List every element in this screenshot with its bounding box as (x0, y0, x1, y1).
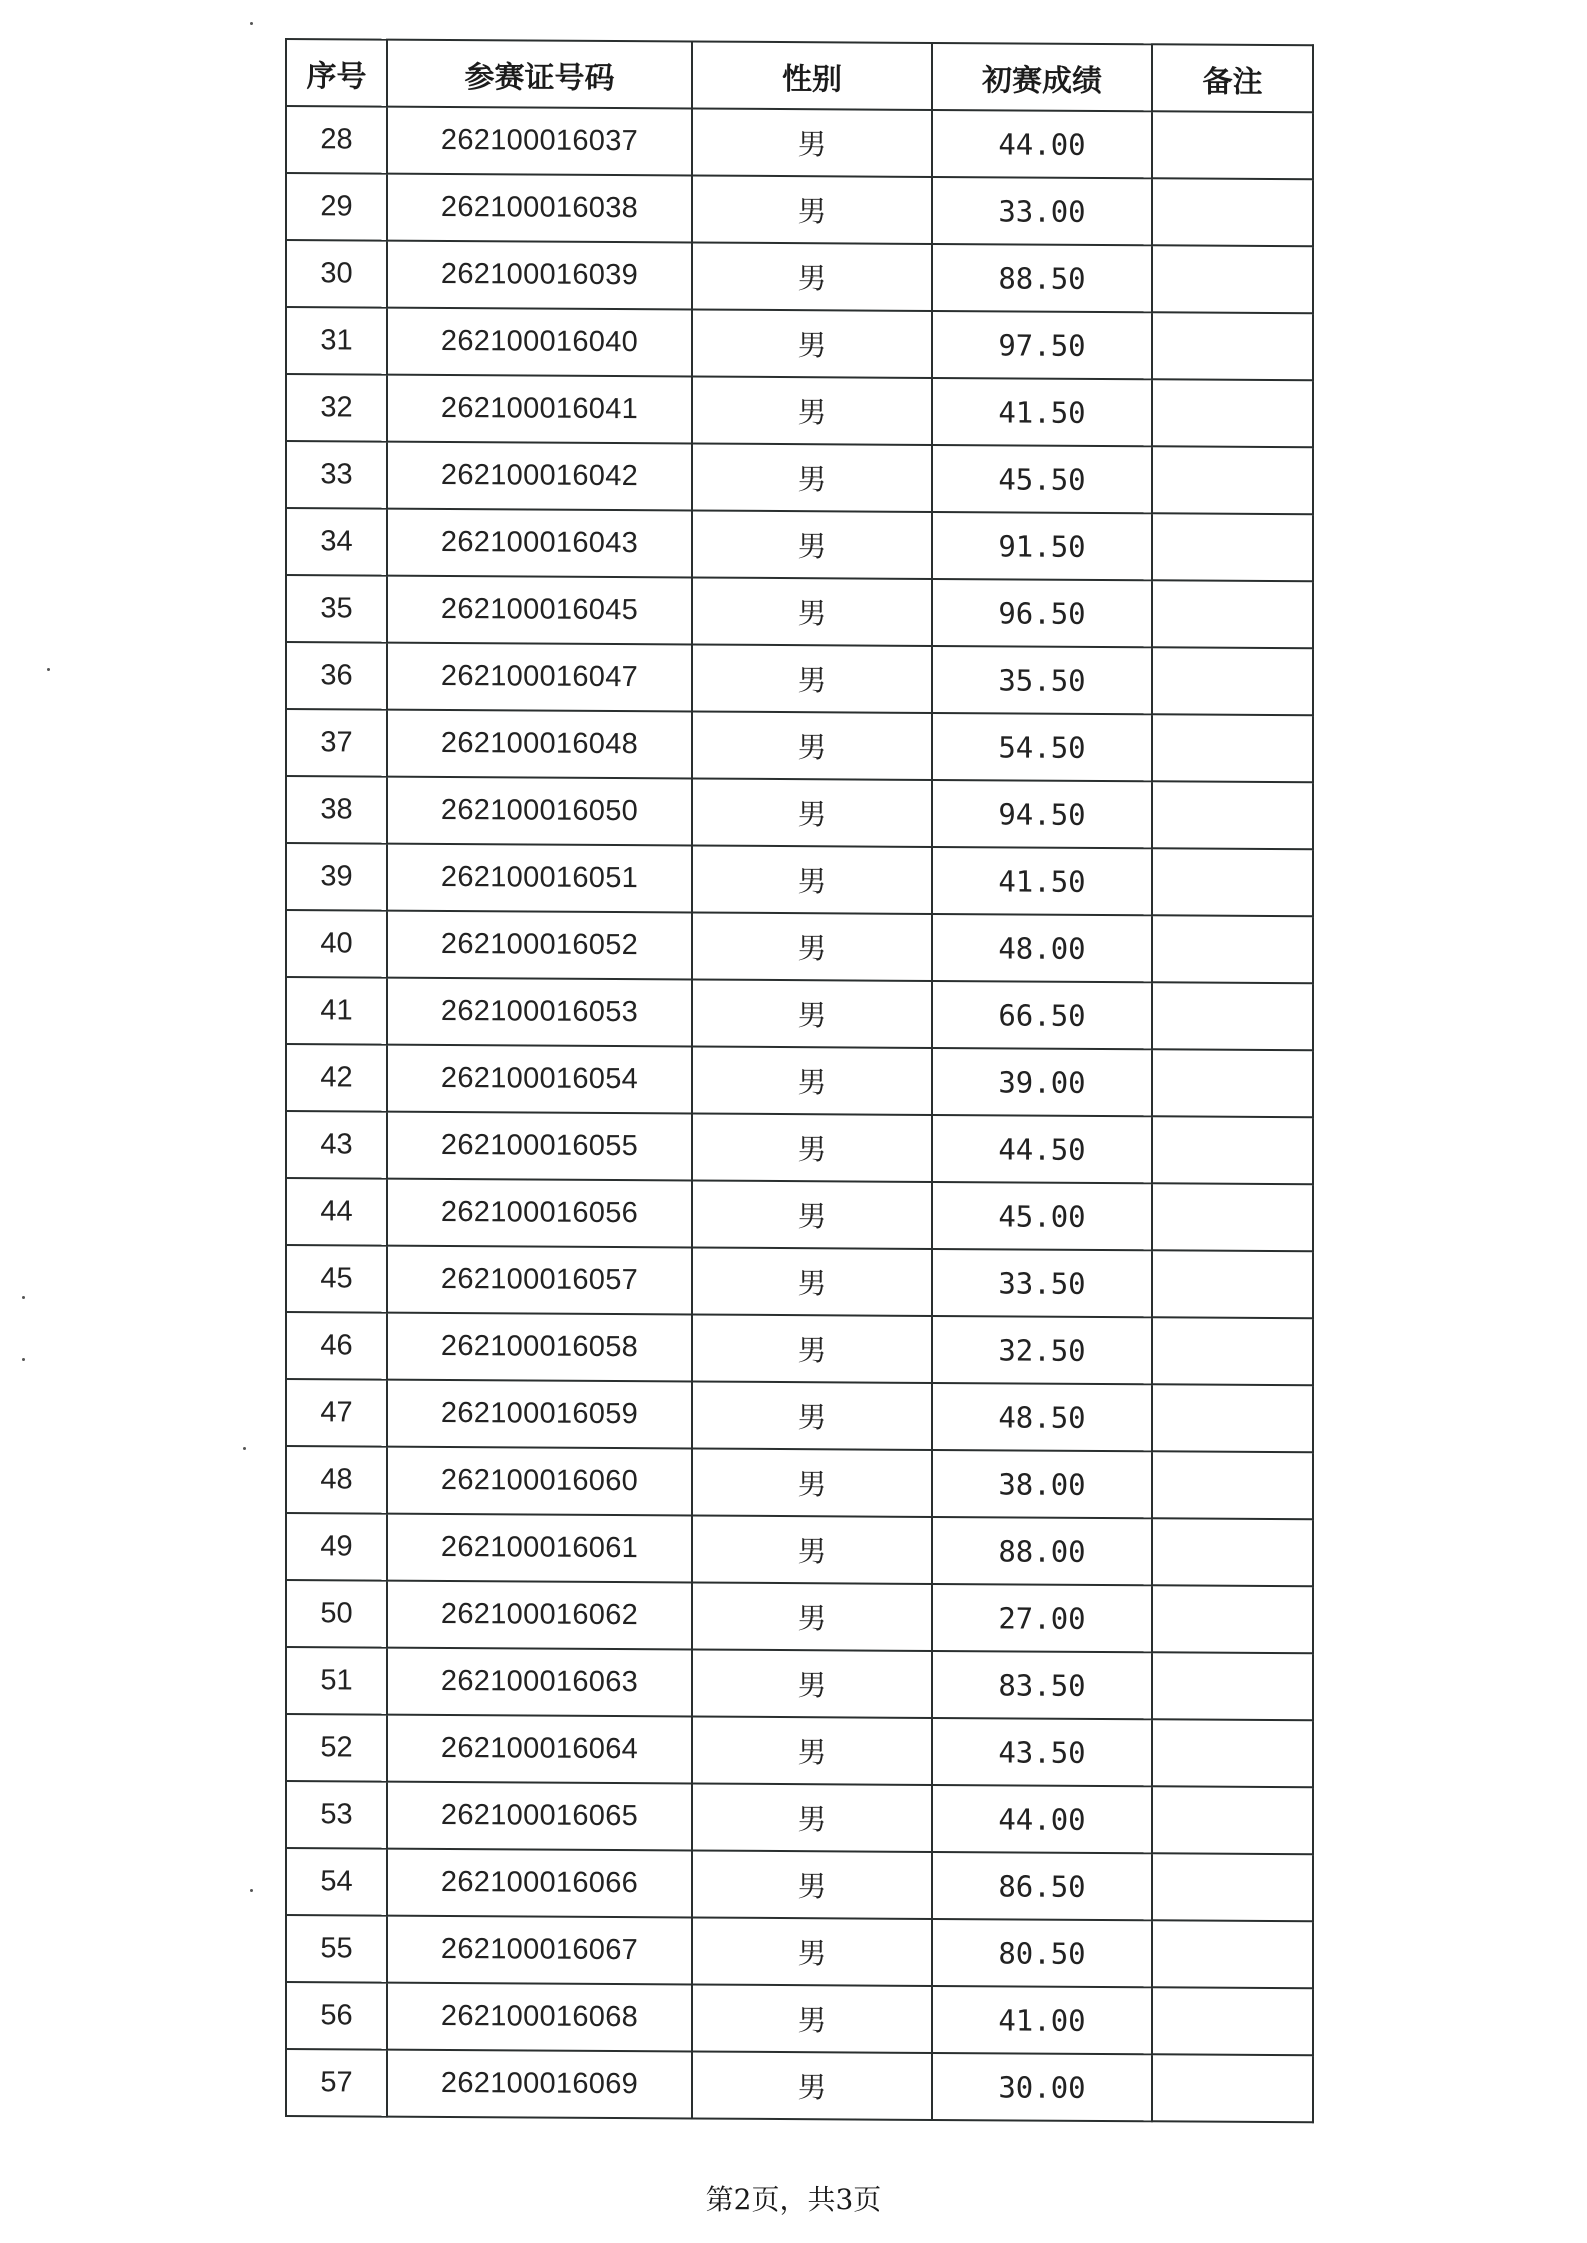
cell-preliminary-score: 38.00 (932, 1450, 1152, 1518)
cell-ticket-number: 262100016043 (387, 509, 692, 578)
table-row (286, 709, 1313, 782)
cell-remarks (1152, 1116, 1313, 1184)
cell-seq: 56 (286, 1982, 387, 2050)
cell-remarks (1152, 1652, 1313, 1720)
cell-seq: 43 (286, 1111, 387, 1179)
cell-remarks (1152, 714, 1313, 782)
cell-preliminary-score: 44.00 (932, 110, 1152, 178)
cell-preliminary-score: 96.50 (932, 579, 1152, 647)
cell-gender: 男 (692, 912, 932, 980)
cell-remarks (1152, 178, 1313, 246)
cell-seq: 42 (286, 1044, 387, 1112)
cell-remarks (1152, 1250, 1313, 1318)
cell-gender: 男 (692, 510, 932, 578)
cell-remarks (1152, 513, 1313, 581)
cell-ticket-number: 262100016062 (387, 1581, 692, 1650)
cell-seq: 41 (286, 977, 387, 1045)
cell-ticket-number: 262100016054 (387, 1045, 692, 1114)
cell-seq: 45 (286, 1245, 387, 1313)
table-row (286, 1781, 1313, 1854)
cell-preliminary-score: 44.50 (932, 1115, 1152, 1183)
table-row (286, 843, 1313, 916)
cell-remarks (1152, 915, 1313, 983)
cell-gender: 男 (692, 1649, 932, 1717)
cell-seq: 53 (286, 1781, 387, 1849)
cell-ticket-number: 262100016068 (387, 1983, 692, 2052)
cell-remarks (1152, 781, 1313, 849)
table-body (286, 106, 1313, 2122)
table-row (286, 2049, 1313, 2122)
table-row (286, 1379, 1313, 1452)
table-row (286, 1312, 1313, 1385)
cell-gender: 男 (692, 1917, 932, 1985)
cell-preliminary-score: 45.00 (932, 1182, 1152, 1250)
table-row (286, 1647, 1313, 1720)
table-row (286, 910, 1313, 983)
cell-remarks (1152, 245, 1313, 313)
cell-seq: 33 (286, 441, 387, 509)
table-row (286, 508, 1313, 581)
cell-gender: 男 (692, 108, 932, 176)
cell-remarks (1152, 1987, 1313, 2055)
table-row (286, 1178, 1313, 1251)
table-row (286, 642, 1313, 715)
scan-speck (22, 1296, 25, 1299)
cell-seq: 32 (286, 374, 387, 442)
cell-remarks (1152, 446, 1313, 514)
scan-speck (47, 668, 50, 671)
cell-seq: 54 (286, 1848, 387, 1916)
cell-ticket-number: 262100016037 (387, 107, 692, 176)
cell-seq: 55 (286, 1915, 387, 1983)
cell-seq: 29 (286, 173, 387, 241)
cell-preliminary-score: 27.00 (932, 1584, 1152, 1652)
table-row (286, 1580, 1313, 1653)
cell-gender: 男 (692, 1046, 932, 1114)
cell-ticket-number: 262100016038 (387, 174, 692, 243)
cell-ticket-number: 262100016053 (387, 978, 692, 1047)
cell-gender: 男 (692, 1582, 932, 1650)
table-row (286, 1915, 1313, 1988)
scan-speck (243, 1447, 246, 1450)
cell-ticket-number: 262100016061 (387, 1514, 692, 1583)
cell-remarks (1152, 580, 1313, 648)
cell-gender: 男 (692, 443, 932, 511)
cell-seq: 28 (286, 106, 387, 174)
cell-preliminary-score: 41.50 (932, 847, 1152, 915)
cell-preliminary-score: 45.50 (932, 445, 1152, 513)
cell-seq: 31 (286, 307, 387, 375)
cell-gender: 男 (692, 845, 932, 913)
table-row (286, 1044, 1313, 1117)
cell-gender: 男 (692, 1381, 932, 1449)
cell-seq: 49 (286, 1513, 387, 1581)
table-row (286, 1111, 1313, 1184)
cell-ticket-number: 262100016063 (387, 1648, 692, 1717)
cell-preliminary-score: 33.50 (932, 1249, 1152, 1317)
cell-ticket-number: 262100016055 (387, 1112, 692, 1181)
cell-gender: 男 (692, 577, 932, 645)
cell-seq: 39 (286, 843, 387, 911)
cell-preliminary-score: 35.50 (932, 646, 1152, 714)
cell-ticket-number: 262100016039 (387, 241, 692, 310)
cell-preliminary-score: 48.50 (932, 1383, 1152, 1451)
cell-remarks (1152, 1183, 1313, 1251)
header-ticket-number: 参赛证号码 (387, 40, 692, 109)
cell-remarks (1152, 1317, 1313, 1385)
cell-gender: 男 (692, 644, 932, 712)
cell-preliminary-score: 41.00 (932, 1986, 1152, 2054)
cell-gender: 男 (692, 979, 932, 1047)
cell-remarks (1152, 1786, 1313, 1854)
cell-remarks (1152, 848, 1313, 916)
scan-speck (22, 1358, 25, 1361)
cell-preliminary-score: 88.00 (932, 1517, 1152, 1585)
cell-remarks (1152, 1719, 1313, 1787)
cell-preliminary-score: 33.00 (932, 177, 1152, 245)
cell-gender: 男 (692, 1314, 932, 1382)
cell-gender: 男 (692, 711, 932, 779)
cell-remarks (1152, 1518, 1313, 1586)
cell-remarks (1152, 1049, 1313, 1117)
table-row (286, 441, 1313, 514)
cell-gender: 男 (692, 1783, 932, 1851)
cell-seq: 38 (286, 776, 387, 844)
cell-seq: 44 (286, 1178, 387, 1246)
cell-gender: 男 (692, 2051, 932, 2119)
cell-preliminary-score: 83.50 (932, 1651, 1152, 1719)
table-row (286, 106, 1313, 179)
cell-preliminary-score: 91.50 (932, 512, 1152, 580)
cell-seq: 51 (286, 1647, 387, 1715)
cell-preliminary-score: 48.00 (932, 914, 1152, 982)
page-number-footer: 第2页，共3页 (705, 2183, 882, 2216)
cell-seq: 34 (286, 508, 387, 576)
cell-ticket-number: 262100016052 (387, 911, 692, 980)
cell-preliminary-score: 32.50 (932, 1316, 1152, 1384)
score-table (285, 38, 1314, 2123)
cell-preliminary-score: 30.00 (932, 2053, 1152, 2121)
table-row (286, 1245, 1313, 1318)
cell-gender: 男 (692, 1716, 932, 1784)
scan-speck (250, 22, 253, 25)
cell-ticket-number: 262100016069 (387, 2050, 692, 2119)
cell-preliminary-score: 41.50 (932, 378, 1152, 446)
cell-gender: 男 (692, 376, 932, 444)
table-row (286, 173, 1313, 246)
cell-seq: 30 (286, 240, 387, 308)
header-preliminary-score: 初赛成绩 (932, 43, 1152, 111)
cell-preliminary-score: 66.50 (932, 981, 1152, 1049)
header-gender: 性别 (692, 41, 932, 109)
cell-ticket-number: 262100016060 (387, 1447, 692, 1516)
cell-gender: 男 (692, 175, 932, 243)
cell-remarks (1152, 2054, 1313, 2122)
cell-ticket-number: 262100016058 (387, 1313, 692, 1382)
cell-ticket-number: 262100016042 (387, 442, 692, 511)
table-row (286, 977, 1313, 1050)
cell-ticket-number: 262100016064 (387, 1715, 692, 1784)
table-row (286, 1513, 1313, 1586)
cell-remarks (1152, 982, 1313, 1050)
table-header-row (286, 39, 1313, 112)
table-row (286, 1982, 1313, 2055)
cell-ticket-number: 262100016051 (387, 844, 692, 913)
cell-seq: 48 (286, 1446, 387, 1514)
cell-ticket-number: 262100016050 (387, 777, 692, 846)
cell-remarks (1152, 111, 1313, 179)
cell-seq: 47 (286, 1379, 387, 1447)
scan-speck (250, 1889, 253, 1892)
header-remarks: 备注 (1152, 44, 1313, 112)
cell-preliminary-score: 94.50 (932, 780, 1152, 848)
cell-remarks (1152, 379, 1313, 447)
cell-remarks (1152, 1451, 1313, 1519)
cell-gender: 男 (692, 1180, 932, 1248)
cell-remarks (1152, 1384, 1313, 1452)
cell-gender: 男 (692, 1850, 932, 1918)
cell-ticket-number: 262100016065 (387, 1782, 692, 1851)
cell-gender: 男 (692, 1984, 932, 2052)
cell-seq: 52 (286, 1714, 387, 1782)
cell-ticket-number: 262100016040 (387, 308, 692, 377)
cell-preliminary-score: 54.50 (932, 713, 1152, 781)
cell-ticket-number: 262100016045 (387, 576, 692, 645)
cell-preliminary-score: 97.50 (932, 311, 1152, 379)
table-row (286, 1714, 1313, 1787)
table-row (286, 374, 1313, 447)
table-row (286, 776, 1313, 849)
cell-gender: 男 (692, 1448, 932, 1516)
cell-preliminary-score: 39.00 (932, 1048, 1152, 1116)
cell-remarks (1152, 312, 1313, 380)
cell-remarks (1152, 1920, 1313, 1988)
cell-gender: 男 (692, 1247, 932, 1315)
cell-ticket-number: 262100016047 (387, 643, 692, 712)
cell-preliminary-score: 80.50 (932, 1919, 1152, 1987)
cell-gender: 男 (692, 309, 932, 377)
cell-preliminary-score: 44.00 (932, 1785, 1152, 1853)
cell-ticket-number: 262100016048 (387, 710, 692, 779)
cell-remarks (1152, 1585, 1313, 1653)
cell-remarks (1152, 647, 1313, 715)
header-seq: 序号 (286, 39, 387, 107)
cell-seq: 46 (286, 1312, 387, 1380)
cell-gender: 男 (692, 242, 932, 310)
cell-seq: 36 (286, 642, 387, 710)
cell-gender: 男 (692, 1515, 932, 1583)
cell-remarks (1152, 1853, 1313, 1921)
cell-ticket-number: 262100016041 (387, 375, 692, 444)
cell-seq: 35 (286, 575, 387, 643)
cell-preliminary-score: 43.50 (932, 1718, 1152, 1786)
cell-ticket-number: 262100016059 (387, 1380, 692, 1449)
cell-seq: 50 (286, 1580, 387, 1648)
table-row (286, 1446, 1313, 1519)
cell-ticket-number: 262100016067 (387, 1916, 692, 1985)
table-row (286, 240, 1313, 313)
cell-seq: 37 (286, 709, 387, 777)
cell-seq: 57 (286, 2049, 387, 2117)
cell-ticket-number: 262100016056 (387, 1179, 692, 1248)
cell-gender: 男 (692, 778, 932, 846)
cell-preliminary-score: 88.50 (932, 244, 1152, 312)
table-row (286, 1848, 1313, 1921)
cell-ticket-number: 262100016057 (387, 1246, 692, 1315)
cell-seq: 40 (286, 910, 387, 978)
cell-preliminary-score: 86.50 (932, 1852, 1152, 1920)
table-row (286, 307, 1313, 380)
table-row (286, 575, 1313, 648)
cell-ticket-number: 262100016066 (387, 1849, 692, 1918)
cell-gender: 男 (692, 1113, 932, 1181)
